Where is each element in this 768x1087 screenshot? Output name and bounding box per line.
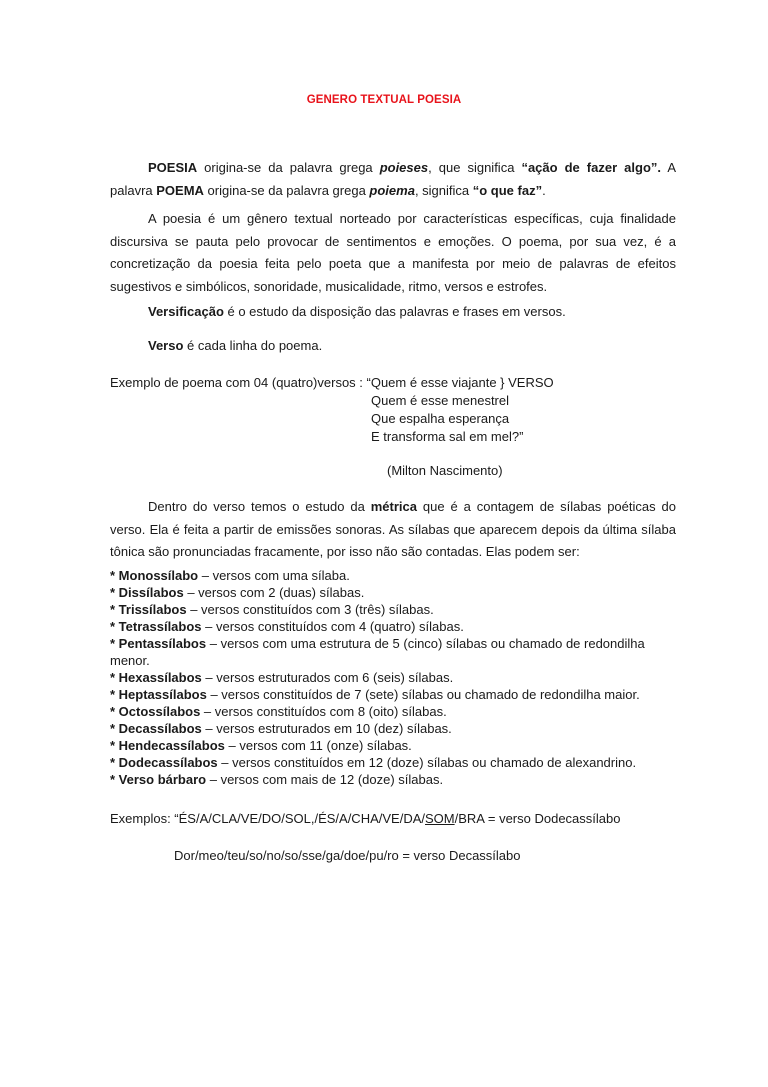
example-intro: Exemplo de poema com 04 (quatro)versos : “Quem é esse viajante } VERSO: [110, 375, 554, 390]
paragraph-versificacao: Versificação é o estudo da disposição das palavras e frases em versos.: [148, 304, 566, 319]
term-poesia: POESIA: [148, 160, 198, 175]
poem-line-4: E transforma sal em mel?”: [371, 429, 524, 444]
document-title: GENERO TEXTUAL POESIA: [306, 94, 462, 106]
term-poieses: poieses: [379, 160, 429, 175]
poem-line-3: Que espalha esperança: [371, 411, 510, 426]
list-item: * Tetrassílabos – versos constituídos com 4 (quatro) sílabas.: [110, 619, 464, 634]
list-item: * Pentassílabos – versos com uma estrutura de 5 (cinco) sílabas ou chamado de redondilha: [110, 636, 645, 651]
list-item: * Dodecassílabos – versos constituídos em 12 (doze) sílabas ou chamado de alexandrino.: [110, 755, 637, 770]
example-decassilabo: Dor/meo/teu/so/no/so/sse/ga/doe/pu/ro = verso Decassílabo: [174, 848, 521, 863]
paragraph-verso: Verso é cada linha do poema.: [148, 338, 323, 353]
paragraph-metrica: Dentro do verso temos o estudo da métrica que é a contagem de sílabas poéticas do verso. Ela é feita a partir de emissões sonoras. As sílabas que aparecem depois da última sílaba tônica são pronunciadas fracamente, por isso não são contadas. Elas podem ser:: [110, 499, 676, 559]
example-dodecassilabo: Exemplos: “ÉS/A/CLA/VE/DO/SOL,/ÉS/A/CHA/VE/DA/SOM/BRA = verso Dodecassílabo: [110, 811, 621, 826]
list-item: * Hendecassílabos – versos com 11 (onze) sílabas.: [110, 738, 412, 753]
list-item: * Heptassílabos – versos constituídos de 7 (sete) sílabas ou chamado de redondilha maior.: [110, 687, 640, 702]
paragraph-origin: POESIA origina-se da palavra grega poieses, que significa “ação de fazer algo”. A palavra POEMA origina-se da palavra grega poiema, significa “o que faz”.: [110, 160, 676, 198]
list-item: * Hexassílabos – versos estruturados com 6 (seis) sílabas.: [110, 670, 454, 685]
list-item: * Dissílabos – versos com 2 (duas) sílabas.: [110, 585, 365, 600]
meaning-poesia: “ação de fazer algo”.: [521, 160, 662, 175]
list-item: * Trissílabos – versos constituídos com 3 (três) sílabas.: [110, 602, 434, 617]
meaning-poema: “o que faz”: [472, 182, 543, 198]
underlined-syllable: SOM: [425, 811, 455, 826]
term-poiema: poiema: [369, 182, 415, 198]
list-item: * Verso bárbaro – versos com mais de 12 (doze) sílabas.: [110, 772, 444, 787]
term-metrica: métrica: [370, 499, 417, 514]
list-item: * Decassílabos – versos estruturados em 10 (dez) sílabas.: [110, 721, 452, 736]
list-item: * Monossílabo – versos com uma sílaba.: [110, 568, 350, 583]
term-poema: POEMA: [156, 182, 204, 198]
list-item: * Octossílabos – versos constituídos com 8 (oito) sílabas.: [110, 704, 447, 719]
paragraph-definition: A poesia é um gênero textual norteado por características específicas, cuja finalidade discursiva se pauta pelo provocar de sentimentos e emoções. O poema, por sua vez, é a concretização da poesia feita pelo poeta que a manifesta por meio de palavras de efeitos sugestivos e simbólicos, sonoridade, musicalidade, ritmo, versos e estrofes.: [110, 211, 676, 294]
list-item: menor.: [110, 653, 150, 668]
poem-line-2: Quem é esse menestrel: [371, 393, 510, 408]
poem-author: (Milton Nascimento): [387, 463, 503, 478]
